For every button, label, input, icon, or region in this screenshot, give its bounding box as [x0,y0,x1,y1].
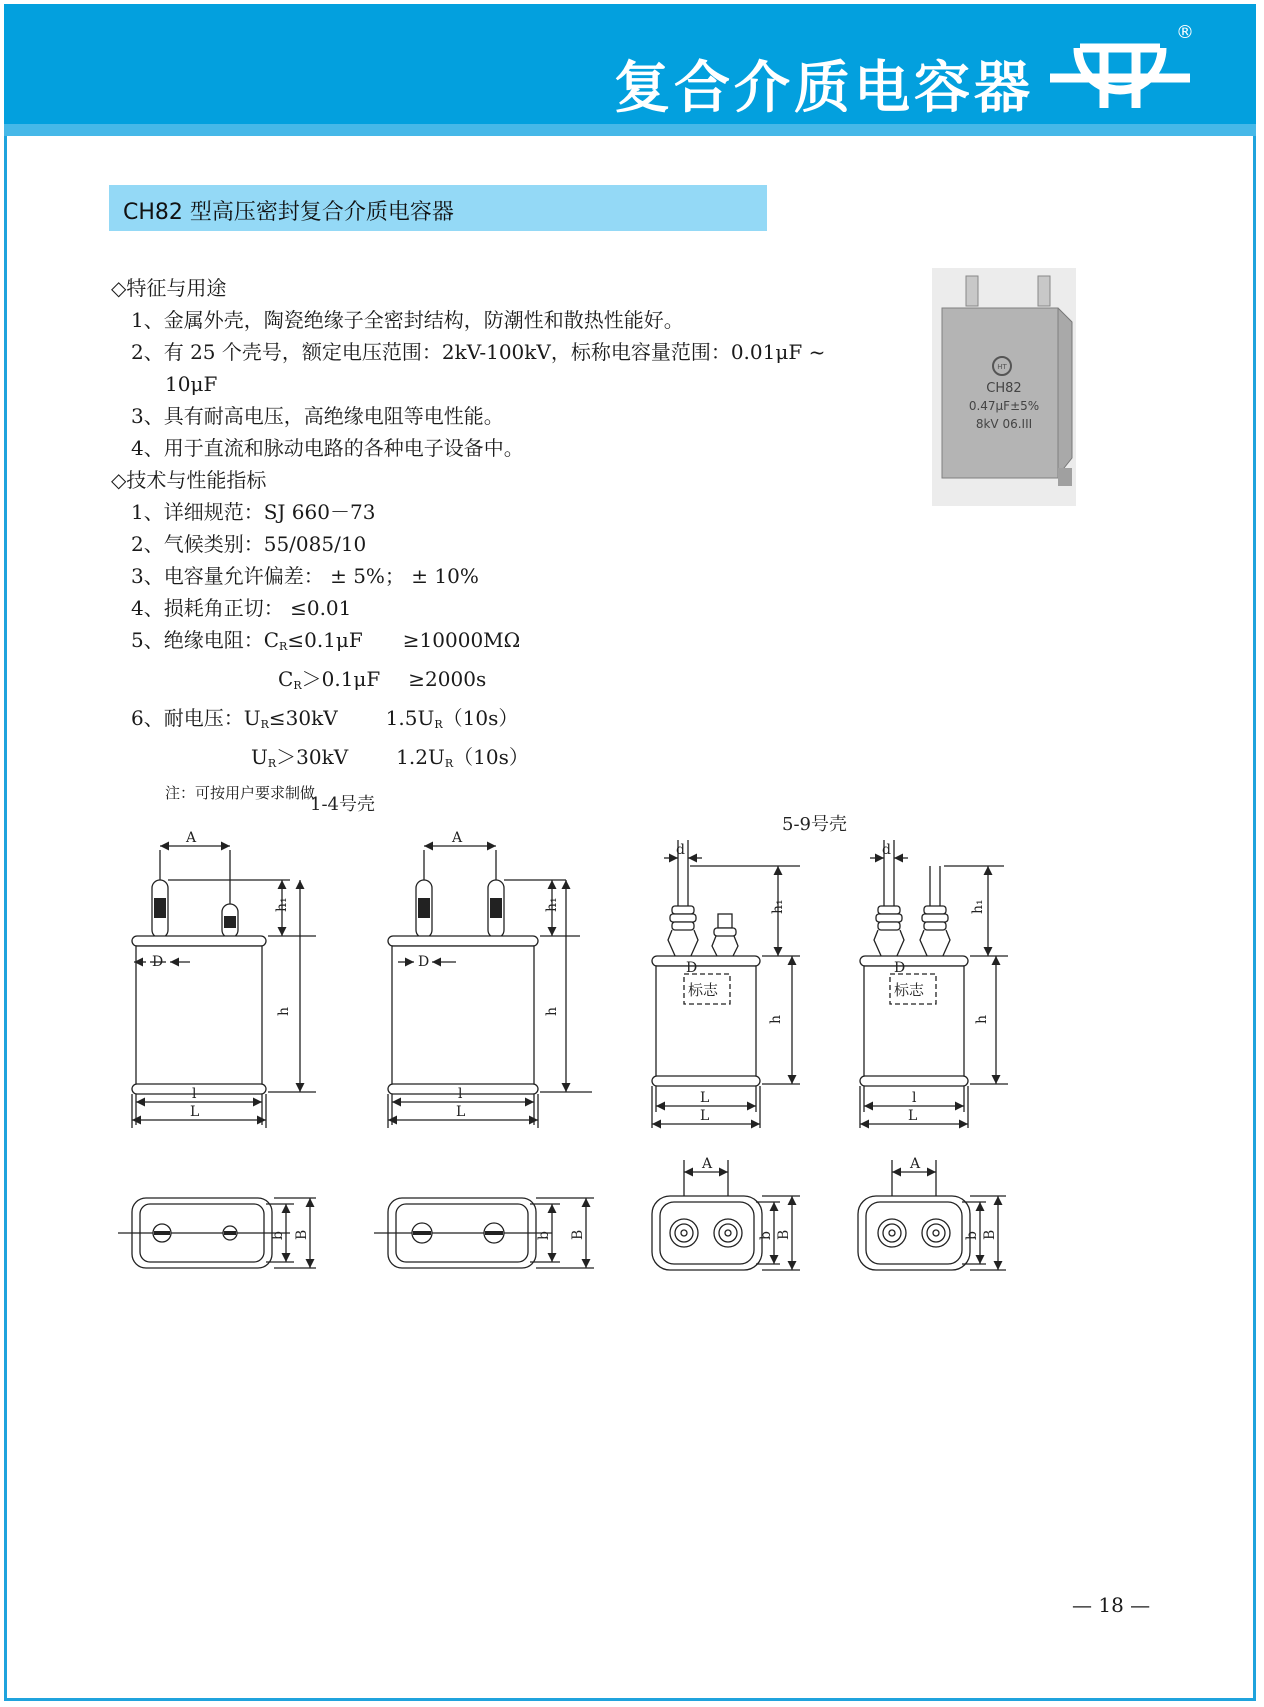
dim-l-4: l [912,1090,917,1106]
section-title-bar [109,185,767,231]
section-title: CH82 型高压密封复合介质电容器 [123,200,454,225]
feature-item-2: 2、有 25 个壳号，额定电压范围：2kV-100kV，标称电容量范围：0.01μF ~ [131,340,826,364]
features-block [111,272,825,806]
dim-D-3: D [686,960,698,976]
photo-rating-label: 8kV 06.III [975,417,1033,431]
group2-label: 5-9号壳 [782,814,847,835]
ir-label: 5、绝缘电阻： [131,628,264,652]
wv-row1-factor: 1.5U [385,706,435,730]
dim-L-4: L [908,1108,918,1124]
dim-B-1: B [294,1229,310,1240]
photo-value-label: 0.47μF±5% [968,399,1040,413]
outline-drawings [0,780,1264,1280]
dim-b-2: b [536,1231,552,1240]
wv-u-2: U [251,745,268,769]
shell-5-9-front-b [860,840,1008,1128]
photo-logo-label: HT [997,363,1007,371]
wv-label: 6、耐电压： [131,706,244,730]
spec-item-1: 1、详细规范：SJ 660－73 [131,500,376,524]
feature-item-1: 1、金属外壳，陶瓷绝缘子全密封结构，防潮性和散热性能好。 [131,308,684,332]
spec-note: 注：可按用户要求制做 [165,784,316,802]
dim-D-2: D [418,954,430,970]
dim-l-1: l [192,1086,197,1102]
photo-model-label: CH82 [986,381,1022,396]
dim-h1-3: h₁ [770,899,786,914]
page-number: — 18 — [1072,1593,1151,1617]
capacitor-photo [932,268,1076,506]
ir-row1-cond: ≤0.1μF [287,628,363,652]
dim-h1-2: h₁ [544,897,560,912]
spec-item-5-row2 [111,663,825,702]
spec-item-3: 3、电容量允许偏差： ± 5%； ± 10% [131,564,479,588]
shell-1-4-front-b [388,830,592,1128]
wv-row2-sub: R [444,757,454,770]
spec-item-6 [111,702,825,741]
dim-A-1: A [186,830,197,846]
dim-B-4: B [982,1229,998,1240]
dim-A-2: A [452,830,463,846]
dim-h-1: h [276,1006,292,1016]
dim-B-2: B [570,1229,586,1240]
top-view-2 [374,1198,594,1268]
shell-1-4-front-a [132,830,316,1128]
dim-l-2: l [458,1086,463,1102]
feature-item-4: 4、用于直流和脉动电路的各种电子设备中。 [131,436,524,460]
dim-h-2: h [544,1006,560,1016]
dim-h1-4: h₁ [970,899,986,914]
marking-3: 标志 [688,981,719,999]
wv-u: U [243,706,261,730]
dim-L-3a: L [700,1090,710,1106]
marking-4: 标志 [894,981,925,999]
dim-D-4: D [894,960,906,976]
spec-item-2: 2、气候类别：55/085/10 [131,532,367,556]
header-title: 复合介质电容器 [614,56,1034,121]
specs-heading: ◇技术与性能指标 [111,468,267,492]
top-view-4 [858,1156,1006,1270]
wv-row1-cond: ≤30kV [268,706,338,730]
dim-b-3: b [758,1231,774,1240]
wv-row1-time: （10s） [442,706,519,730]
features-heading: ◇特征与用途 [111,276,227,300]
dim-L-3b: L [700,1108,710,1124]
ht-logo-icon [1050,26,1190,126]
dim-L-1: L [190,1104,200,1120]
ir-sub: R [279,640,288,653]
registered-mark: ® [1176,22,1194,43]
spec-item-4: 4、损耗角正切： ≤0.01 [131,596,352,620]
dim-B-3: B [776,1229,792,1240]
wv-sub-2: R [267,757,277,770]
dim-h1-1: h₁ [274,897,290,912]
ir-c-2: C [278,667,294,691]
shell-5-9-front-a [652,840,800,1128]
group1-label: 1-4号壳 [310,794,375,815]
dim-D-1: D [152,954,164,970]
wv-row2-factor: 1.2U [396,745,445,769]
dim-b-1: b [270,1231,286,1240]
dim-b-4: b [964,1231,980,1240]
dim-A-4: A [910,1156,921,1172]
feature-item-2-cont: 10μF [165,372,218,396]
dim-A-3: A [702,1156,713,1172]
dim-h-4: h [974,1014,990,1024]
ir-row2-cond: ＞0.1μF [301,667,381,691]
dim-L-2: L [456,1104,466,1120]
wv-row1-sub: R [434,718,443,731]
ir-sub-2: R [293,679,302,692]
spec-item-6-row2 [111,741,825,780]
ir-row2-val: ≥2000s [408,667,487,691]
dim-d-3: d [676,842,685,858]
top-view-1 [118,1198,316,1268]
ir-row1-val: ≥10000MΩ [402,628,521,652]
feature-item-3: 3、具有耐高电压，高绝缘电阻等电性能。 [131,404,504,428]
ir-c: C [263,628,280,652]
spec-item-5 [111,624,825,663]
dim-d-4: d [882,842,891,858]
wv-row2-cond: ＞30kV [276,745,349,769]
wv-row2-time: （10s） [453,745,529,769]
wv-sub: R [260,718,269,731]
top-view-3 [652,1156,800,1270]
dim-h-3: h [768,1014,784,1024]
